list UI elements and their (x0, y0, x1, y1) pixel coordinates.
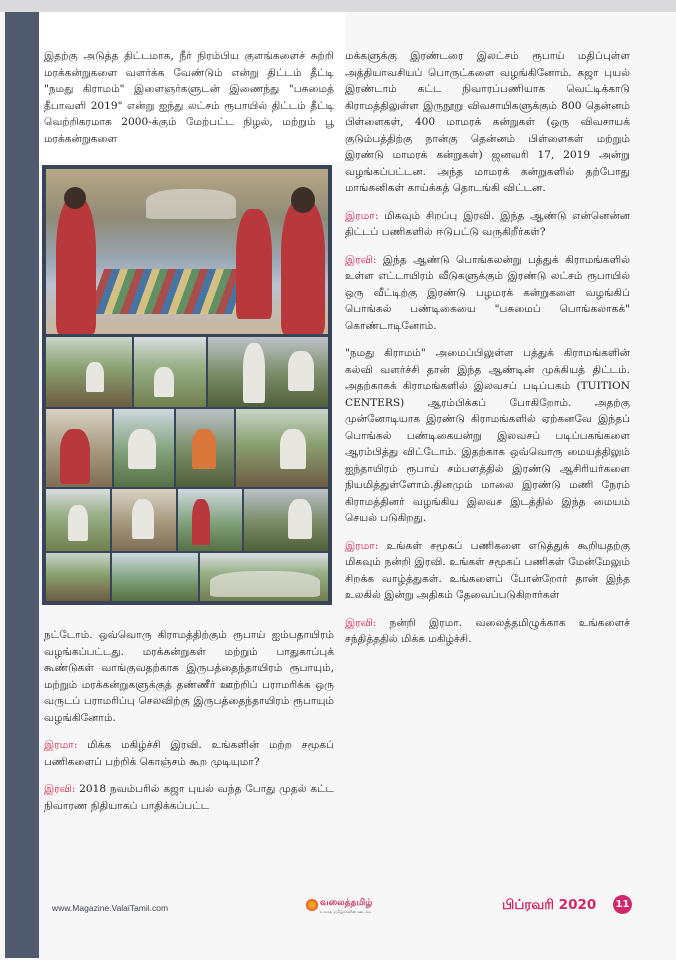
students-books-photo (46, 169, 328, 334)
logo-sun-icon (306, 899, 318, 911)
speaker-label: இரமா: (345, 209, 379, 222)
speaker-label: இரவி: (44, 783, 76, 795)
paragraph-text: உங்கள் சமூகப் பணிகளை எடுத்துக் கூறியதற்கு மிகவும் நன்றி இரவி. உங்கள் சமூகப் பணிகள் மேன்மேலும் சிறக்க வாழ்த்துகள். உங்களைப் போன்றோர் தான் இந்த உலகில் இன்று அதிகம் தேவைப்படுகிறார்கள் (345, 539, 630, 601)
group-photo (200, 553, 328, 601)
left-sidebar-bar (5, 12, 39, 958)
logo-name: வலைத்தமிழ் (320, 898, 373, 908)
footer-url-link[interactable]: www.Magazine.ValaiTamil.com (52, 903, 169, 913)
paragraph (345, 208, 630, 241)
paragraph-text: மக்களுக்கு இரண்டரை இலட்சம் ரூபாய் மதிப்புள்ள அத்தியாவசியப் பொருட்களை வழங்கினோம். கஜா புயல் இரண்டாம் கட்ட நிவாரப்பணியாக வெட்டிக்காடு கிராமத்திலுள்ள இருநூறு விவசாயிகளுக்கும் 800 தென்னம் பிள்ளைகள், 400 மாமரக் கன்றுகள் (ஒரு விவசாயக் குடும்பத்திற்கு நான்கு தென்னம் பிள்ளைகள் மற்றும் இரண்டு மாமரக் கன்றுகள்) ஜனவரி 17, 2019 அன்று வழங்கப்பட்டன. அந்த மாமரக் கன்றுகளில் தற்போது மாங்கனிகள் காய்க்கத் தொடங்கி விட்டன. (345, 50, 630, 194)
speaker-label: இரமா: (44, 739, 78, 751)
planting-photo (46, 409, 112, 487)
issue-date: பிப்ரவரி 2020 (502, 897, 597, 913)
paragraph (345, 538, 630, 604)
right-column-text (345, 48, 630, 659)
planting-photo (46, 337, 132, 407)
logo-tagline: உலகத் தமிழர்களின் ஊடகம் (320, 909, 372, 914)
paragraph-text: 2018 நவம்பரில் கஜா புயல் வந்த போது முதல் கட்ட நிவாரண நிதியாகப் பாதிக்கப்பட்ட (44, 783, 334, 812)
planting-photo (178, 489, 242, 551)
top-band (0, 0, 676, 12)
planting-photo (134, 337, 206, 407)
planting-photo (112, 489, 176, 551)
paragraph-text: நட்டோம். ஒவ்வொரு கிராமத்திற்கும் ரூபாய் ஐம்பதாயிரம் வழங்கப்பட்டது. மரக்கன்றுகள் மற்றும் பாதுகாப்புக் கூண்டுகள் வாங்குவதற்காக இருபத்தைந்தாயிரம் ரூபாயும், மற்றும் மரக்கன்றுகளுக்குத் தண்ணீர் ஊற்றிப் பராமரிக்க ஒரு வருடப் பராமரிப்பு செலவிற்கு இருபத்தைந்தாயிரம் ரூபாயும் வழங்கினோம். (44, 629, 334, 724)
paragraph: இதற்கு அடுத்த திட்டமாக, நீர் நிரம்பிய குளங்களைச் சுற்றி மரக்கன்றுகளை வளர்க்க வேண்டும் என்று திட்டம் தீட்டி "நமது கிராமம்" இளைஞர்களுடன் இணைந்து "பசுமைத் தீபாவளி 2019" என்று ஐந்து லட்சம் ரூபாயில் திட்டம் தீட்டி வெற்றிகரமாக 2000-க்கும் மேற்பட்ட நிழல், மற்றும் பூ மரக்கன்றுகளை (44, 50, 334, 145)
books-table (88, 269, 254, 314)
speaker-label: இரமா: (345, 539, 379, 552)
left-column-bottom-text (44, 627, 334, 825)
left-column-top-text (44, 48, 334, 158)
paragraph (44, 627, 334, 726)
speaker-label: இரவி: (345, 253, 377, 266)
paragraph-text: "நமது கிராமம்" அமைப்பிலுள்ள பத்துக் கிராமங்களின் கல்வி வளர்ச்சி தான் இந்த ஆண்டின் முக்கியத் திட்டம். அதற்காகக் கிராமங்களில் இலவசப் படிப்பகம் (TUITION CENTERS) ஆரம்பிக்கப் போகிறோம். அதற்கு முன்னோடியாக இரண்டு கிராமங்களில் ஏற்கனவே இந்தப் பொங்கல் பண்டிகையன்று இலவசப் படிப்பகங்களை ஆரம்பித்து விட்டோம். இதற்காக ஒவ்வொரு மையத்திலும் ஐந்தாயிரம் ரூபாய் சம்பளத்தில் இரண்டு ஆசிரியர்களை நியமித்துள்ளோம்.தினமும் மாலை இரண்டு மணி நேரம் கிராமத்தினர் வழங்கிய இலவச இடத்தில் இந்த மையம் செயல் படுகிறது. (345, 347, 630, 524)
paragraph (44, 781, 334, 814)
paragraph-text: மிகவும் சிறப்பு இரவி. இந்த ஆண்டு என்னென்ன திட்டப் பணிகளில் ஈடுபட்டு வருகிறீர்கள்? (345, 209, 630, 238)
planting-photo (208, 337, 328, 407)
planting-photo (46, 489, 110, 551)
photo-collage (42, 165, 332, 605)
valaitamil-logo (306, 895, 373, 917)
paragraph (345, 345, 630, 527)
speaker-label: இரவி: (345, 616, 377, 629)
planting-photo (236, 409, 328, 487)
planting-photo (46, 553, 110, 601)
paragraph (345, 252, 630, 335)
planting-photo (244, 489, 328, 551)
paragraph (345, 615, 630, 648)
page-number-badge: 11 (613, 895, 632, 914)
paragraph-text: இந்த ஆண்டு பொங்கலன்று பத்துக் கிராமங்களில் உள்ள எட்டாயிரம் வீடுகளுக்கும் இரண்டு லட்சம் ரூபாயில் ஒரு வீட்டிற்கு இரண்டு பழமரக் கன்றுகளை வழங்கிப் பொங்கல் பண்டிகையை "பசுமைப் பொங்கலாகக்" கொண்டாடினோம். (345, 253, 630, 332)
planting-photo (114, 409, 174, 487)
planting-photo (112, 553, 198, 601)
paragraph-text: மிக்க மகிழ்ச்சி இரவி. உங்களின் மற்ற சமூகப் பணிகளைப் பற்றிக் கொஞ்சம் கூற முடியுமா? (44, 739, 334, 768)
paragraph (44, 737, 334, 770)
paragraph (345, 48, 630, 197)
paragraph-text: நன்றி இரமா. வலைத்தமிழுக்காக உங்களைச் சந்தித்ததில் மிக்க மகிழ்ச்சி. (345, 616, 630, 645)
planting-photo (176, 409, 234, 487)
